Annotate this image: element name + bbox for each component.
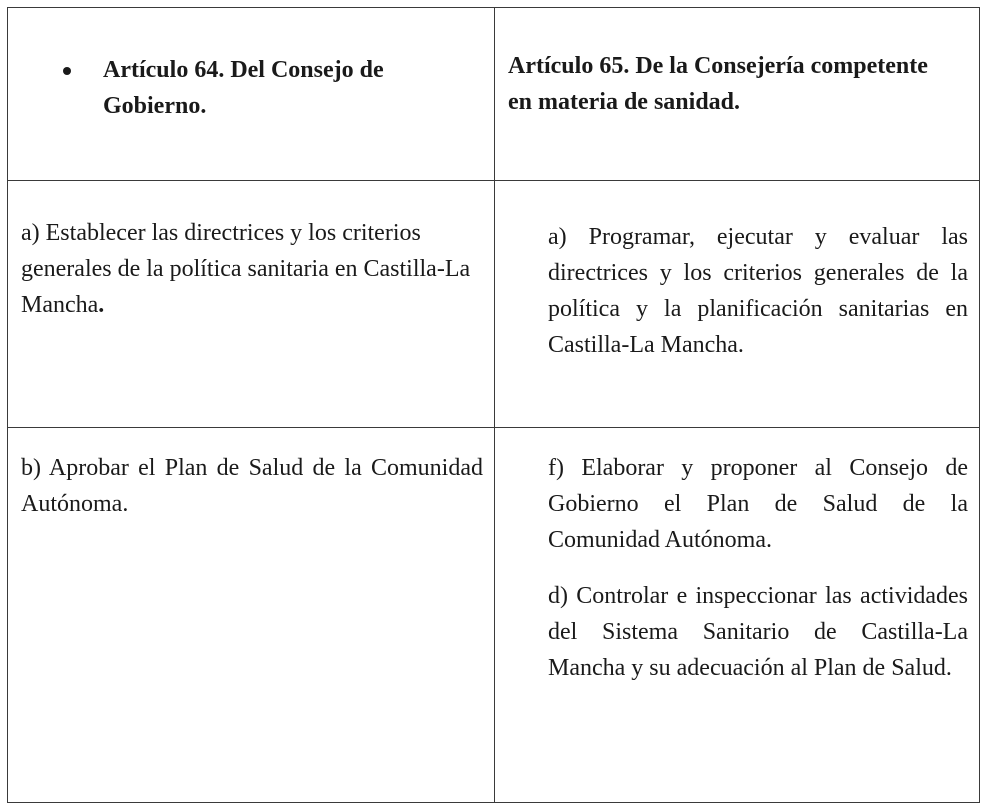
function-item: d) Controlar e inspeccionar las actividades del Sistema Sanitario de Castilla-La Mancha y su adecuación al Plan de Salud. [548, 583, 968, 681]
function-item: a) Establecer las directrices y los criterios generales de la política sanitaria en Castilla-La Mancha. [21, 220, 471, 318]
header-cell-left [8, 8, 495, 181]
table-cell-left [8, 181, 495, 428]
table-cell-right [495, 428, 980, 803]
article-65-heading: Artículo 65. De la Consejería competente en materia de sanidad. [508, 53, 928, 115]
articles-comparison-table [7, 7, 980, 803]
table-row [8, 428, 980, 803]
function-item: b) Aprobar el Plan de Salud de la Comunidad Autónoma. [21, 455, 483, 517]
header-cell-right [495, 8, 980, 181]
table-header-row [8, 8, 980, 181]
table-row [8, 181, 980, 428]
function-item: a) Programar, ejecutar y evaluar las directrices y los criterios generales de la política y la planificación sanitarias en Castilla-La Mancha. [548, 224, 968, 358]
table-cell-right [495, 181, 980, 428]
bullet-icon [63, 67, 71, 75]
function-item: f) Elaborar y proponer al Consejo de Gobierno el Plan de Salud de la Comunidad Autónoma. [548, 455, 968, 553]
article-64-heading: Artículo 64. Del Consejo de Gobierno. [103, 57, 384, 119]
table-cell-left [8, 428, 495, 803]
